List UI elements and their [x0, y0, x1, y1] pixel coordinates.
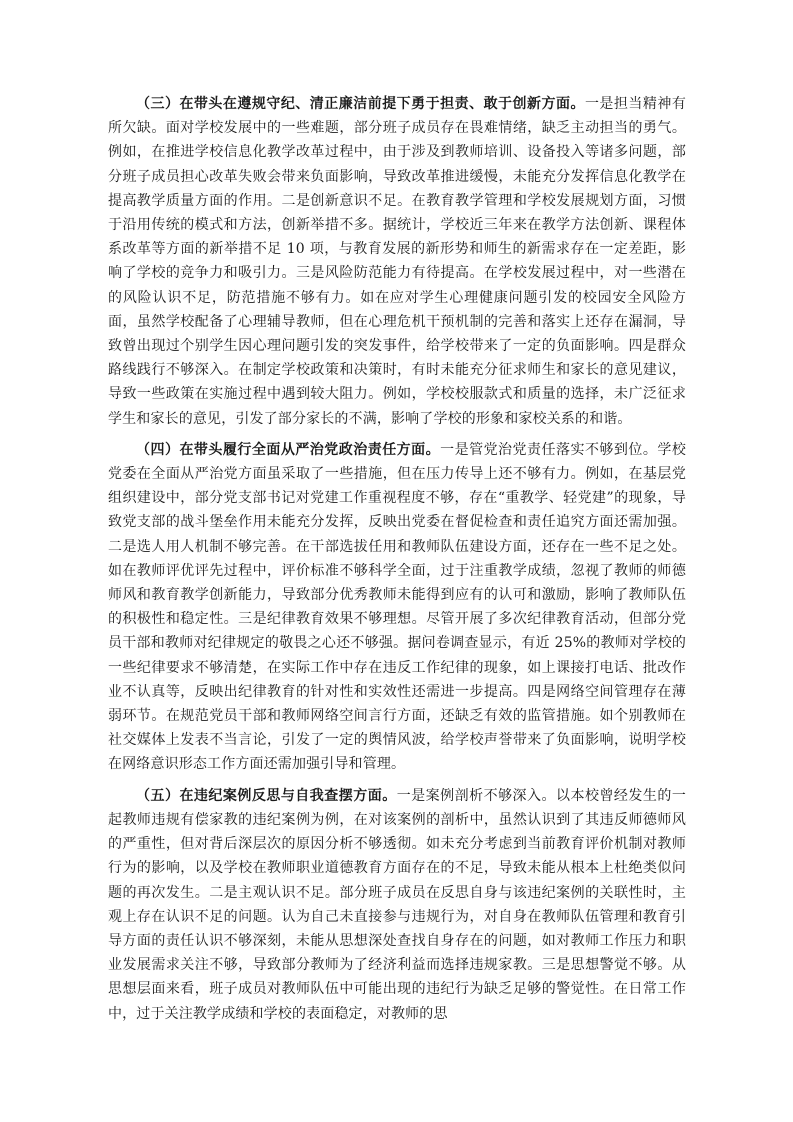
section-3-body: 一是担当精神有所欠缺。面对学校发展中的一些难题，部分班子成员存在畏难情绪，缺乏主动担当的勇气。例如，在推进学校信息化教学改革过程中，由于涉及到教师培训、设备投入等诸多问题，部分班子成员担心改革失败会带来负面影响，导致改革推进缓慢，未能充分发挥信息化教学在提高教学质量方面的作用。二是创新意识不足。在教育教学管理和学校发展规划方面，习惯于沿用传统的模式和方法，创新举措不多。据统计，学校近三年来在教学方法创新、课程体系改革等方面的新举措不足 10 项，与教育发展的新形势和师生的新需求存在一定差距，影响了学校的竞争力和吸引力。三是风险防范能力有待提高。在学校发展过程中，对一些潜在的风险认识不足，防范措施不够有力。如在应对学生心理健康问题引发的校园安全风险方面，虽然学校配备了心理辅导教师，但在心理危机干预机制的完善和落实上还存在漏洞，导致曾出现过个别学生因心理问题引发的突发事件，给学校带来了一定的负面影响。四是群众路线践行不够深入。在制定学校政策和决策时，有时未能充分征求师生和家长的意见建议，导致一些政策在实施过程中遇到较大阻力。例如，学校校服款式和质量的选择，未广泛征求学生和家长的意见，引发了部分家长的不满，影响了学校的形象和家校关系的和谐。 [108, 96, 686, 427]
section-3-paragraph [108, 92, 686, 431]
section-4-heading: （四）在带头履行全面从严治党政治责任方面。 [136, 441, 441, 458]
document-page [108, 92, 686, 1033]
section-5-heading: （五）在违纪案例反思与自我查摆方面。 [136, 787, 397, 804]
section-5-paragraph [108, 784, 686, 1026]
section-5-body: 一是案例剖析不够深入。以本校曾经发生的一起教师违规有偿家教的违纪案例为例，在对该案例的剖析中，虽然认识到了其违反师德师风的严重性，但对背后深层次的原因分析不够透彻。如未充分考虑到当前教育评价机制对教师行为的影响，以及学校在教师职业道德教育方面存在的不足，导致未能从根本上杜绝类似问题的再次发生。二是主观认识不足。部分班子成员在反思自身与该违纪案例的关联性时，主观上存在认识不足的问题。认为自己未直接参与违规行为，对自身在教师队伍管理和教育引导方面的责任认识不够深刻，未能从思想深处查找自身存在的问题，如对教师工作压力和职业发展需求关注不够，导致部分教师为了经济利益而选择违规家教。三是思想警觉不够。从思想层面来看，班子成员对教师队伍中可能出现的违纪行为缺乏足够的警觉性。在日常工作中，过于关注教学成绩和学校的表面稳定，对教师的思 [108, 787, 687, 1022]
section-4-body: 一是管党治党责任落实不够到位。学校党委在全面从严治党方面虽采取了一些措施，但在压力传导上还不够有力。例如，在基层党组织建设中，部分党支部书记对党建工作重视程度不够，存在“重教学、轻党建”的现象，导致党支部的战斗堡垒作用未能充分发挥，反映出党委在督促检查和责任追究方面还需加强。二是选人用人机制不够完善。在干部选拔任用和教师队伍建设方面，还存在一些不足之处。如在教师评优评先过程中，评价标准不够科学全面，过于注重教学成绩，忽视了教师的师德师风和教育教学创新能力，导致部分优秀教师未能得到应有的认可和激励，影响了教师队伍的积极性和稳定性。三是纪律教育效果不够理想。尽管开展了多次纪律教育活动，但部分党员干部和教师对纪律规定的敬畏之心还不够强。据问卷调查显示，有近 25%的教师对学校的一些纪律要求不够清楚，在实际工作中存在违反工作纪律的现象，如上课接打电话、批改作业不认真等，反映出纪律教育的针对性和实效性还需进一步提高。四是网络空间管理存在薄弱环节。在规范党员干部和教师网络空间言行方面，还缺乏有效的监管措施。如个别教师在社交媒体上发表不当言论，引发了一定的舆情风波，给学校声誉带来了负面影响，说明学校在网络意识形态工作方面还需加强引导和管理。 [108, 441, 686, 773]
section-3-heading: （三）在带头在遵规守纪、清正廉洁前提下勇于担责、敢于创新方面。 [136, 96, 585, 112]
section-4-paragraph [108, 438, 686, 777]
